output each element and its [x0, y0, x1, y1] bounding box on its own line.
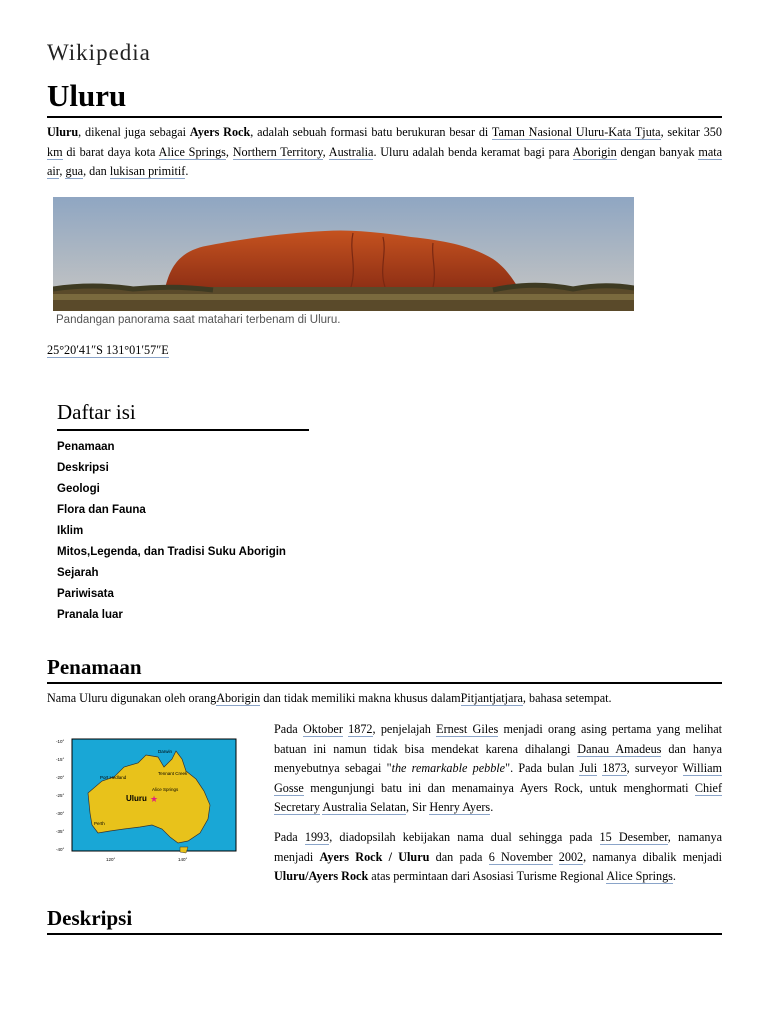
- panorama-caption: Pandangan panorama saat matahari terbenam di Uluru.: [56, 314, 341, 326]
- link-1872[interactable]: 1872: [348, 722, 373, 736]
- table-of-contents: [57, 400, 309, 626]
- map-label-darwin: Darwin: [158, 749, 173, 754]
- map-label-uluru: Uluru: [126, 794, 147, 803]
- toc-item-sejarah[interactable]: Sejarah: [57, 567, 99, 579]
- map-lat-tick: -20°: [56, 775, 65, 780]
- map-lat-tick: -25°: [56, 793, 65, 798]
- toc-list: [57, 437, 309, 626]
- map-lon-tick: 120°: [106, 857, 116, 862]
- link-australia-selatan[interactable]: Australia Selatan: [322, 800, 406, 814]
- penamaan-paragraph-2: Pada Oktober 1872, penjelajah Ernest Giles menjadi orang asing pertama yang melihat batuan ini namun tidak bisa mendekat karena dihalangi Danau Amadeus dan hanya menyebutnya sebagai "the remarkable pebble". Pada bulan Juli 1873, surveyor William Gosse mengunjungi batu ini dan menamainya Ayers Rock, untuk menghormati Chief Secretary Australia Selatan, Sir Henry Ayers.: [274, 722, 723, 814]
- link-15-desember[interactable]: 15 Desember: [599, 830, 668, 844]
- link-aborigin[interactable]: Aborigin: [572, 144, 617, 159]
- intro-alt-name: Ayers Rock: [189, 125, 251, 139]
- link-km[interactable]: km: [47, 144, 63, 159]
- toc-title: Daftar isi: [57, 400, 309, 431]
- link-mata-air[interactable]: mata air: [47, 144, 723, 178]
- link-juli[interactable]: Juli: [579, 761, 598, 775]
- map-lat-tick: -30°: [56, 811, 65, 816]
- toc-item-pranala-luar[interactable]: Pranala luar: [57, 609, 123, 621]
- intro-paragraph: Uluru, dikenal juga sebagai Ayers Rock, adalah sebuah formasi batu berukuran besar di Taman Nasional Uluru-Kata Tjuta, sekitar 350 km di barat daya kota Alice Springs, Northern Territory, Australia. Uluru adalah benda keramat bagi para Aborigin dengan banyak mata air, gua, dan lukisan primitif.: [47, 125, 723, 178]
- map-label-alice-springs: Alice Springs: [152, 787, 179, 792]
- map-lon-tick: 140°: [178, 857, 188, 862]
- toc-item-geologi[interactable]: Geologi: [57, 483, 100, 495]
- toc-item-iklim[interactable]: Iklim: [57, 525, 84, 537]
- link-pitjantjatjara[interactable]: Pitjantjatjara: [460, 691, 523, 705]
- link-ernest-giles[interactable]: Ernest Giles: [436, 722, 499, 736]
- map-label-tennant-creek: Tennant Creek: [158, 771, 188, 776]
- map-lat-tick: -35°: [56, 829, 65, 834]
- link-gua[interactable]: gua: [65, 164, 84, 178]
- link-2002[interactable]: 2002: [558, 849, 584, 864]
- link-william-gosse[interactable]: William Gosse: [274, 761, 722, 795]
- link-danau-amadeus[interactable]: Danau Amadeus: [577, 741, 662, 756]
- uluru-panorama-image[interactable]: [53, 197, 634, 311]
- link-1873[interactable]: 1873: [602, 761, 627, 775]
- toc-item-pariwisata[interactable]: Pariwisata: [57, 588, 114, 600]
- map-lat-tick: -15°: [56, 757, 65, 762]
- link-taman-nasional[interactable]: Taman Nasional Uluru-Kata Tjuta: [491, 125, 661, 139]
- map-svg: [54, 733, 244, 865]
- link-chief-secretary[interactable]: Chief Secretary: [274, 780, 722, 814]
- map-label-perth: Perth: [94, 821, 105, 826]
- dual-name-1: Ayers Rock / Uluru: [319, 849, 430, 864]
- penamaan-paragraph-3: Pada 1993, diadopsilah kebijakan nama dual sehingga pada 15 Desember, namanya menjadi Ayers Rock / Uluru dan pada 6 November 2002, namanya dibalik menjadi Uluru/Ayers Rock atas permintaan dari Asosiasi Turisme Regional Alice Springs.: [274, 830, 722, 883]
- toc-item-flora-fauna[interactable]: Flora dan Fauna: [57, 504, 146, 516]
- link-1993[interactable]: 1993: [304, 830, 330, 844]
- link-henry-ayers[interactable]: Henry Ayers: [429, 800, 491, 814]
- link-australia[interactable]: Australia: [328, 144, 374, 159]
- link-alice-springs[interactable]: Alice Springs: [158, 144, 226, 159]
- toc-item-mitos[interactable]: Mitos,Legenda, dan Tradisi Suku Aborigin: [57, 546, 286, 558]
- dual-name-2: Uluru/Ayers Rock: [274, 869, 369, 883]
- link-oktober[interactable]: Oktober: [302, 722, 343, 736]
- map-lat-tick: -10°: [56, 739, 65, 744]
- link-lukisan-primitif[interactable]: lukisan primitif: [109, 164, 186, 178]
- remarkable-pebble-quote: the remarkable pebble: [391, 761, 506, 775]
- section-heading-penamaan: Penamaan: [47, 654, 722, 684]
- map-label-port-hedland: Port Hedland: [100, 775, 127, 780]
- link-northern-territory[interactable]: Northern Territory: [232, 144, 323, 159]
- link-6-november[interactable]: 6 November: [488, 849, 553, 864]
- section-heading-deskripsi: Deskripsi: [47, 905, 722, 935]
- wikipedia-wordmark[interactable]: Wikipedia: [47, 40, 151, 65]
- map-lat-tick: -40°: [56, 847, 65, 852]
- page-title: Uluru: [47, 78, 722, 118]
- coordinates-link[interactable]: 25°20′41″S 131°01′57″E: [47, 343, 169, 357]
- toc-item-deskripsi[interactable]: Deskripsi: [57, 462, 109, 474]
- intro-term: Uluru: [47, 125, 79, 139]
- uluru-marker-icon: ★: [150, 795, 159, 805]
- australia-map-image[interactable]: [54, 733, 244, 865]
- tasmania: [180, 847, 188, 853]
- toc-item-penamaan[interactable]: Penamaan: [57, 441, 115, 453]
- penamaan-paragraph-1: Nama Uluru digunakan oleh orangAborigin dan tidak memiliki makna khusus dalamPitjantjatjara, bahasa setempat.: [47, 691, 612, 705]
- link-alice-springs-2[interactable]: Alice Springs: [606, 869, 673, 883]
- link-aborigin-2[interactable]: Aborigin: [216, 691, 261, 705]
- panorama-svg: [53, 197, 634, 311]
